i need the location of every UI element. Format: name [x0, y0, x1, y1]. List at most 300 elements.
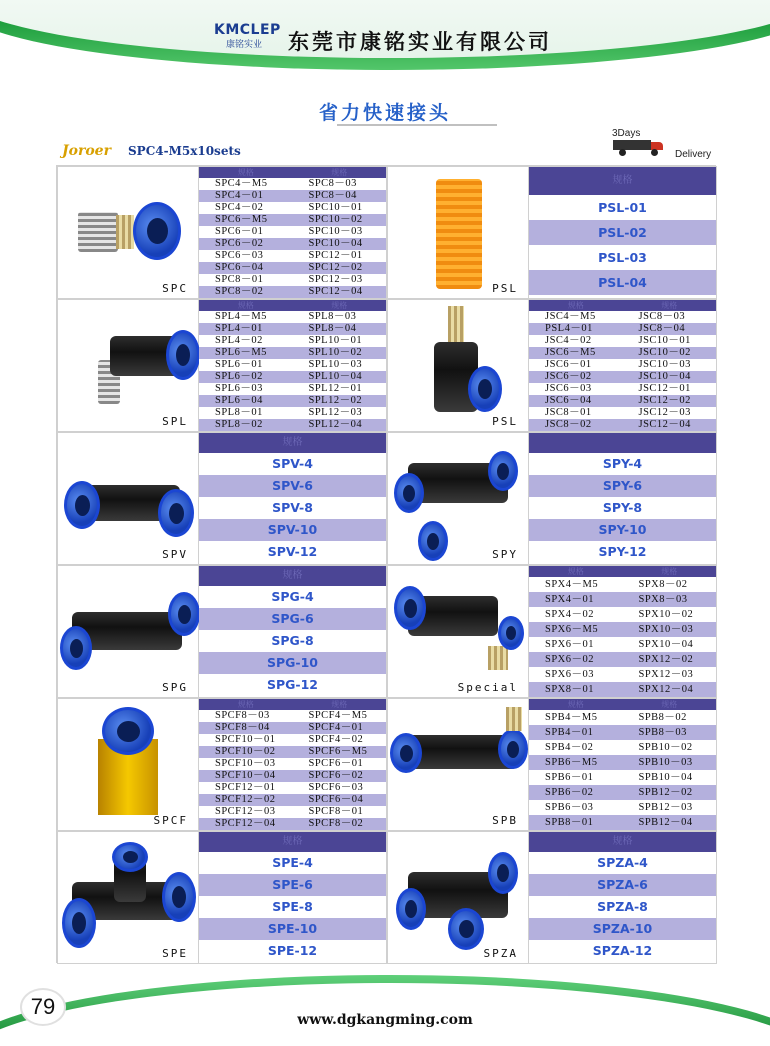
- product-cell: [57, 831, 387, 964]
- spec-table-header: 规格: [529, 832, 716, 852]
- spec-value: JSC4－M5: [545, 311, 596, 322]
- spec-header-cell: 规格: [567, 700, 584, 709]
- product-photo: [58, 832, 199, 963]
- spec-value: SPCF4－M5: [308, 710, 368, 721]
- spec-table-header: [529, 433, 716, 453]
- spec-value: SPL10－04: [308, 371, 363, 382]
- tube-cap: [418, 521, 448, 561]
- spec-header-cell: 规格: [661, 301, 678, 310]
- spec-model: SPY-6: [529, 475, 716, 497]
- tube-cap: [60, 626, 92, 670]
- spec-row: [199, 770, 386, 782]
- spec-header-cell: 规格: [567, 301, 584, 310]
- fitting-part: [116, 215, 134, 249]
- product-photo: [388, 167, 529, 298]
- spec-table: [529, 433, 716, 563]
- spec-value: SPCF4－02: [308, 734, 364, 745]
- spec-value: JSC12－04: [638, 419, 691, 430]
- spec-row: [529, 607, 716, 622]
- spec-row: [529, 383, 716, 395]
- spec-value: SPL8－04: [308, 323, 357, 334]
- spec-model: SPE-12: [199, 940, 386, 962]
- spec-value: SPB6－02: [545, 787, 594, 798]
- spec-value: SPCF12－01: [215, 782, 276, 793]
- spec-value: SPB8－01: [545, 817, 594, 828]
- brand-logo: Joroer: [62, 143, 111, 159]
- spec-value: SPL12－04: [308, 419, 363, 430]
- spec-value: SPL6－04: [215, 395, 263, 406]
- product-code-label: SPCF: [153, 814, 188, 827]
- spec-table-header: 规格: [199, 433, 386, 453]
- tube-cap: [488, 852, 518, 894]
- spec-value: JSC4－02: [545, 335, 592, 346]
- spec-row: [199, 286, 386, 298]
- tube-cap: [498, 616, 524, 650]
- tube-cap: [162, 872, 196, 922]
- spec-model: SPY-8: [529, 497, 716, 519]
- spec-model: SPE-8: [199, 896, 386, 918]
- spec-value: SPX8－02: [638, 579, 688, 590]
- spec-value: SPB10－02: [638, 742, 693, 753]
- spec-value: SPL8－02: [215, 419, 263, 430]
- spec-row: [199, 806, 386, 818]
- spec-value: JSC6－03: [545, 383, 592, 394]
- spec-value: SPCF6－04: [308, 794, 364, 805]
- spec-row: [529, 419, 716, 431]
- tube-cap: [158, 489, 194, 537]
- product-code-label: Special: [457, 681, 518, 694]
- spec-value: SPC12－01: [308, 250, 363, 261]
- spec-value: PSL4－01: [545, 323, 593, 334]
- fitting-part: [488, 646, 508, 670]
- spec-model: PSL-02: [529, 220, 716, 245]
- product-photo: [58, 300, 199, 431]
- product-code-label: SPY: [492, 548, 518, 561]
- spec-table-header: [529, 566, 716, 577]
- spec-value: SPL6－02: [215, 371, 263, 382]
- spec-value: SPX8－01: [545, 684, 595, 695]
- spec-row: [529, 755, 716, 770]
- spec-value: SPC12－04: [308, 286, 363, 297]
- tube-cap: [166, 330, 200, 380]
- spec-value: SPCF10－02: [215, 746, 276, 757]
- product-code-label: SPZA: [483, 947, 518, 960]
- spec-row: [199, 818, 386, 830]
- spec-row: [199, 214, 386, 226]
- spec-value: SPCF12－04: [215, 818, 276, 829]
- spec-value: SPC4－01: [215, 190, 264, 201]
- spec-row: [529, 815, 716, 830]
- spec-row: [199, 335, 386, 347]
- product-photo: [388, 699, 529, 830]
- product-code-label: SPE: [162, 947, 188, 960]
- spec-value: SPC6－M5: [215, 214, 268, 225]
- spec-value: SPB12－02: [638, 787, 693, 798]
- spec-value: JSC6－02: [545, 371, 592, 382]
- spec-value: SPCF4－01: [308, 722, 364, 733]
- spec-value: SPB4－M5: [545, 712, 598, 723]
- brand-sets: SPC4-M5x10sets: [128, 144, 241, 158]
- spec-value: JSC8－04: [638, 323, 686, 334]
- truck-icon: [609, 128, 673, 158]
- spec-model: SPY-12: [529, 541, 716, 563]
- spec-value: JSC10－02: [638, 347, 691, 358]
- spec-row: [199, 178, 386, 190]
- spec-value: SPL10－02: [308, 347, 363, 358]
- website-url: www.dgkangming.com: [297, 1012, 473, 1028]
- company-logo: [214, 22, 281, 56]
- spec-row: [529, 622, 716, 637]
- spec-row: [199, 419, 386, 431]
- spec-table: [529, 832, 716, 962]
- spec-value: SPX6－01: [545, 639, 595, 650]
- spec-table: [529, 167, 716, 295]
- spec-value: SPX10－03: [638, 624, 694, 635]
- spec-value: JSC12－03: [638, 407, 691, 418]
- spec-model: SPV-4: [199, 453, 386, 475]
- spec-model: SPV-6: [199, 475, 386, 497]
- spec-value: SPC8－01: [215, 274, 264, 285]
- spec-value: SPB10－04: [638, 772, 693, 783]
- product-cell: [57, 299, 387, 432]
- spec-header-cell: 规格: [237, 168, 254, 177]
- spec-value: SPL4－02: [215, 335, 263, 346]
- spec-value: SPCF10－01: [215, 734, 276, 745]
- spec-value: JSC10－04: [638, 371, 691, 382]
- product-photo: [388, 566, 529, 697]
- spec-value: SPCF6－03: [308, 782, 364, 793]
- spec-value: SPC12－03: [308, 274, 363, 285]
- spec-model: SPE-10: [199, 918, 386, 940]
- product-grid: [56, 165, 716, 963]
- spec-value: SPC6－03: [215, 250, 264, 261]
- spec-row: [529, 725, 716, 740]
- delivery-label: Delivery: [675, 149, 712, 160]
- spec-value: SPL6－01: [215, 359, 263, 370]
- spec-model: SPY-4: [529, 453, 716, 475]
- spec-row: [529, 335, 716, 347]
- spec-model: SPG-6: [199, 608, 386, 630]
- spec-row: [199, 794, 386, 806]
- product-cell: [387, 565, 717, 698]
- spec-value: SPC10－03: [308, 226, 363, 237]
- spec-row: [529, 311, 716, 323]
- spec-value: SPC6－04: [215, 262, 264, 273]
- spec-table: [199, 832, 386, 962]
- spec-row: [199, 746, 386, 758]
- spec-row: [199, 407, 386, 419]
- spec-value: SPC12－02: [308, 262, 363, 273]
- fitting-part: [506, 707, 522, 731]
- spec-row: [529, 652, 716, 667]
- spec-row: [199, 371, 386, 383]
- spec-value: JSC8－01: [545, 407, 592, 418]
- product-code-label: SPV: [162, 548, 188, 561]
- spec-value: SPB4－01: [545, 727, 594, 738]
- spec-value: SPL10－03: [308, 359, 363, 370]
- spec-model: SPV-8: [199, 497, 386, 519]
- tube-cap: [390, 733, 422, 773]
- tube-cap: [64, 481, 100, 529]
- product-code-label: PSL: [492, 282, 518, 295]
- spec-value: SPCF8－03: [215, 710, 270, 721]
- spec-value: SPC6－02: [215, 238, 264, 249]
- spec-header-cell: 规格: [661, 700, 678, 709]
- spec-value: SPC6－01: [215, 226, 264, 237]
- tube-cap: [133, 202, 181, 260]
- page-number: 79: [20, 988, 66, 1026]
- title-divider: [337, 124, 497, 126]
- spec-value: SPB12－03: [638, 802, 693, 813]
- tube-cap: [488, 451, 518, 491]
- delivery-days: 3Days: [612, 128, 641, 139]
- spec-table: [199, 699, 386, 830]
- spec-value: SPL12－02: [308, 395, 363, 406]
- product-cell: [57, 432, 387, 565]
- spec-value: SPX6－03: [545, 669, 595, 680]
- product-photo: [58, 433, 199, 564]
- tube-cap: [396, 888, 426, 930]
- spec-model: SPV-12: [199, 541, 386, 563]
- spec-model: SPE-4: [199, 852, 386, 874]
- spec-header-cell: 规格: [567, 567, 584, 576]
- product-cell: [387, 698, 717, 831]
- spec-value: SPX10－04: [638, 639, 694, 650]
- spec-header-cell: 规格: [661, 567, 678, 576]
- spec-table-header: [199, 699, 386, 710]
- spec-value: SPCF12－02: [215, 794, 276, 805]
- spec-table: [529, 566, 716, 697]
- spec-value: SPCF10－03: [215, 758, 276, 769]
- spec-value: SPL12－01: [308, 383, 363, 394]
- spec-model: SPZA-6: [529, 874, 716, 896]
- spec-table: [529, 300, 716, 431]
- spec-value: SPL10－01: [308, 335, 363, 346]
- spec-model: SPG-8: [199, 630, 386, 652]
- footer-banner: [0, 965, 770, 1046]
- spec-table-header: 规格: [199, 566, 386, 586]
- spec-model: SPZA-4: [529, 852, 716, 874]
- spec-value: JSC6－M5: [545, 347, 596, 358]
- spec-row: [529, 347, 716, 359]
- spec-row: [199, 323, 386, 335]
- tube-cap: [112, 842, 148, 872]
- product-photo: [58, 167, 199, 298]
- fitting-part: [436, 179, 482, 289]
- spec-value: SPC10－04: [308, 238, 363, 249]
- product-cell: [387, 432, 717, 565]
- spec-value: JSC12－01: [638, 383, 691, 394]
- spec-value: SPC10－02: [308, 214, 363, 225]
- spec-row: [199, 250, 386, 262]
- product-photo: [388, 433, 529, 564]
- product-code-label: SPB: [492, 814, 518, 827]
- spec-value: JSC12－02: [638, 395, 691, 406]
- spec-value: SPX4－02: [545, 609, 595, 620]
- tube-cap: [168, 592, 200, 636]
- spec-value: JSC10－03: [638, 359, 691, 370]
- spec-value: SPB12－04: [638, 817, 693, 828]
- spec-value: SPC10－01: [308, 202, 363, 213]
- spec-value: SPX10－02: [638, 609, 694, 620]
- spec-value: SPX4－01: [545, 594, 595, 605]
- logo-text: KMCLEP: [214, 22, 281, 38]
- logo-subtext: 康铭实业: [226, 39, 263, 49]
- spec-value: SPB6－03: [545, 802, 594, 813]
- spec-row: [199, 190, 386, 202]
- spec-value: SPL4－M5: [215, 311, 267, 322]
- spec-model: SPZA-10: [529, 918, 716, 940]
- product-photo: [58, 699, 199, 830]
- spec-value: JSC6－01: [545, 359, 592, 370]
- product-cell: [387, 299, 717, 432]
- spec-value: SPCF8－04: [215, 722, 270, 733]
- spec-table: [199, 566, 386, 696]
- product-code-label: SPL: [162, 415, 188, 428]
- spec-model: PSL-04: [529, 270, 716, 295]
- spec-row: [529, 637, 716, 652]
- spec-value: SPL6－03: [215, 383, 263, 394]
- product-cell: [57, 698, 387, 831]
- spec-value: SPCF12－03: [215, 806, 276, 817]
- tube-cap: [468, 366, 502, 412]
- product-cell: [387, 166, 717, 299]
- product-cell: [387, 831, 717, 964]
- spec-value: SPB10－03: [638, 757, 693, 768]
- spec-model: PSL-01: [529, 195, 716, 220]
- spec-model: SPY-10: [529, 519, 716, 541]
- spec-model: SPE-6: [199, 874, 386, 896]
- spec-value: SPX12－03: [638, 669, 694, 680]
- spec-row: [529, 740, 716, 755]
- spec-row: [529, 371, 716, 383]
- product-photo: [58, 566, 199, 697]
- company-name: 东莞市康铭实业有限公司: [288, 29, 552, 54]
- spec-row: [199, 347, 386, 359]
- spec-row: [529, 323, 716, 335]
- spec-model: SPG-4: [199, 586, 386, 608]
- spec-value: JSC10－01: [638, 335, 691, 346]
- spec-row: [199, 226, 386, 238]
- spec-model: SPG-12: [199, 674, 386, 696]
- spec-model: SPG-10: [199, 652, 386, 674]
- spec-value: JSC8－02: [545, 419, 592, 430]
- spec-value: SPB4－02: [545, 742, 594, 753]
- spec-row: [199, 710, 386, 722]
- spec-value: SPL6－M5: [215, 347, 267, 358]
- spec-row: [199, 722, 386, 734]
- spec-table-header: 规格: [199, 832, 386, 852]
- spec-row: [529, 682, 716, 697]
- tube-cap: [394, 473, 424, 513]
- spec-value: SPC8－02: [215, 286, 264, 297]
- product-code-label: SPG: [162, 681, 188, 694]
- spec-model: SPZA-8: [529, 896, 716, 918]
- spec-value: SPC4－02: [215, 202, 264, 213]
- spec-model: SPV-10: [199, 519, 386, 541]
- spec-row: [529, 592, 716, 607]
- spec-header-cell: 规格: [237, 700, 254, 709]
- spec-header-cell: 规格: [237, 301, 254, 310]
- spec-model: SPZA-12: [529, 940, 716, 962]
- product-cell: [57, 565, 387, 698]
- spec-value: SPB6－M5: [545, 757, 598, 768]
- spec-row: [529, 785, 716, 800]
- spec-value: SPCF6－02: [308, 770, 364, 781]
- spec-value: SPL4－01: [215, 323, 263, 334]
- spec-row: [199, 734, 386, 746]
- spec-table-header: 规格: [529, 167, 716, 195]
- fitting-part: [448, 306, 464, 346]
- spec-row: [199, 758, 386, 770]
- spec-table: [529, 699, 716, 830]
- spec-header-cell: 规格: [331, 700, 348, 709]
- product-photo: [388, 300, 529, 431]
- spec-value: SPX12－02: [638, 654, 694, 665]
- spec-value: JSC8－03: [638, 311, 686, 322]
- spec-row: [529, 800, 716, 815]
- tube-cap: [448, 908, 484, 950]
- product-code-label: PSL: [492, 415, 518, 428]
- spec-row: [199, 202, 386, 214]
- spec-row: [199, 782, 386, 794]
- spec-value: SPCF6－M5: [308, 746, 368, 757]
- spec-table: [199, 300, 386, 431]
- tube-cap: [102, 707, 154, 755]
- spec-value: SPC4－M5: [215, 178, 268, 189]
- spec-table-header: [199, 167, 386, 178]
- spec-header-cell: 规格: [331, 301, 348, 310]
- spec-model: PSL-03: [529, 245, 716, 270]
- tube-cap: [62, 898, 96, 948]
- spec-row: [529, 395, 716, 407]
- spec-value: SPX6－M5: [545, 624, 599, 635]
- spec-row: [199, 395, 386, 407]
- spec-table-header: [529, 699, 716, 710]
- spec-value: SPCF8－01: [308, 806, 364, 817]
- page-title: 省力快速接头: [318, 102, 451, 124]
- spec-row: [529, 710, 716, 725]
- spec-row: [199, 383, 386, 395]
- spec-row: [199, 359, 386, 371]
- spec-value: SPB8－03: [638, 727, 687, 738]
- tube-cap: [394, 586, 426, 630]
- spec-value: SPC8－04: [308, 190, 357, 201]
- spec-header-cell: 规格: [331, 168, 348, 177]
- spec-row: [199, 311, 386, 323]
- spec-row: [529, 667, 716, 682]
- spec-value: SPCF8－02: [308, 818, 364, 829]
- spec-row: [529, 770, 716, 785]
- spec-value: SPL8－01: [215, 407, 263, 418]
- spec-row: [529, 359, 716, 371]
- spec-value: SPX4－M5: [545, 579, 599, 590]
- spec-value: SPCF10－04: [215, 770, 276, 781]
- spec-value: SPB8－02: [638, 712, 687, 723]
- spec-row: [199, 262, 386, 274]
- spec-row: [529, 407, 716, 419]
- spec-row: [199, 274, 386, 286]
- product-code-label: SPC: [162, 282, 188, 295]
- spec-value: SPX8－03: [638, 594, 688, 605]
- spec-row: [199, 238, 386, 250]
- spec-value: SPB6－01: [545, 772, 594, 783]
- spec-table: [199, 433, 386, 563]
- tube-cap: [498, 729, 528, 769]
- spec-value: SPX12－04: [638, 684, 694, 695]
- fitting-part: [78, 212, 118, 252]
- spec-value: SPX6－02: [545, 654, 595, 665]
